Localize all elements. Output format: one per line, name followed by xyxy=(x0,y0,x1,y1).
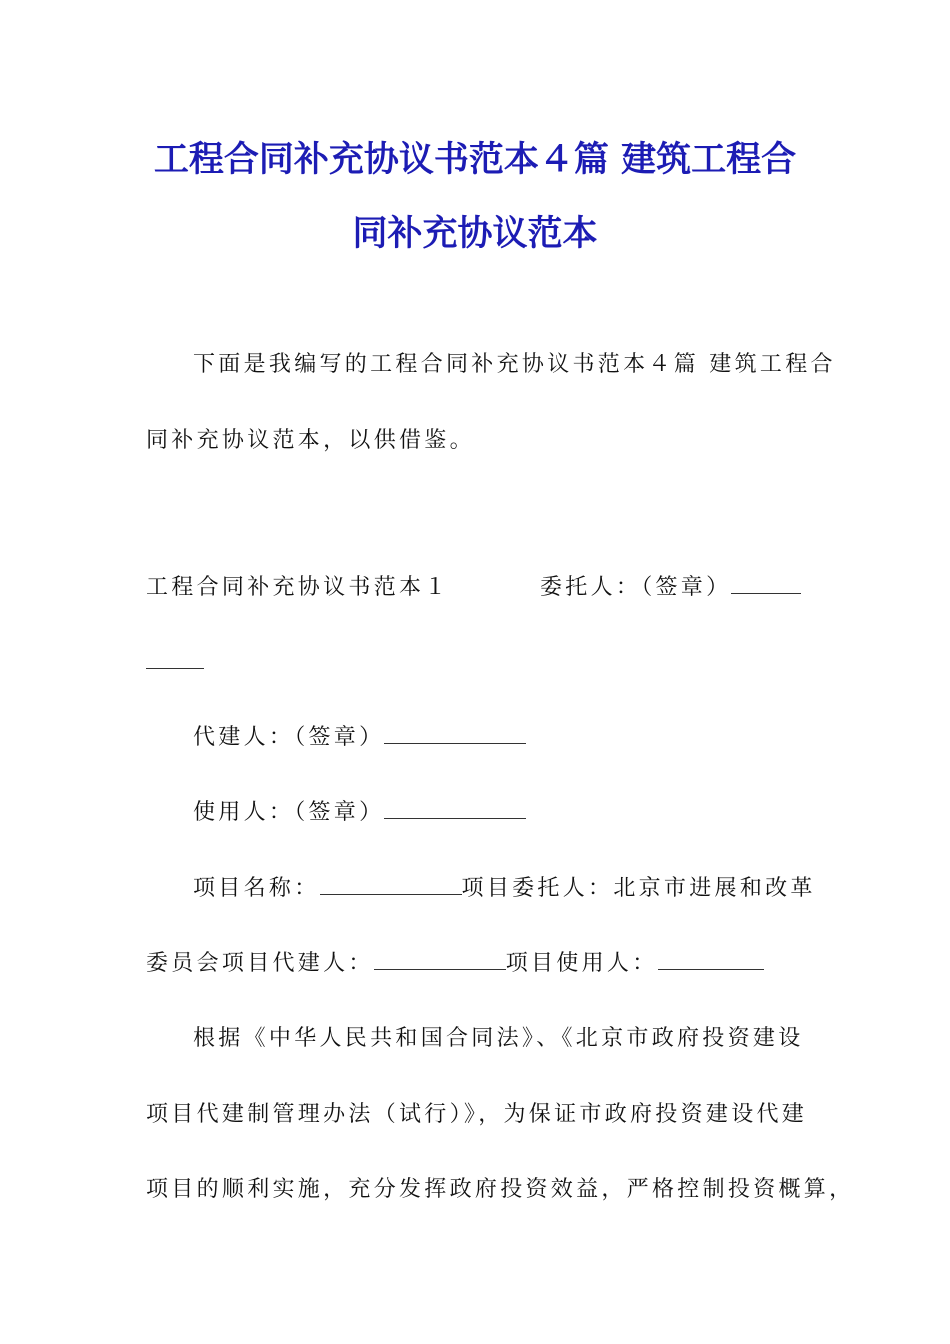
client-signature-blank-2[interactable] xyxy=(146,650,204,669)
user-label: 使用人：（签章） xyxy=(193,800,385,825)
builder-label: 代建人：（签章） xyxy=(193,725,385,750)
client-signature-blank-continued xyxy=(146,650,204,675)
intro-line-2: 同补充协议范本，以供借鉴。 xyxy=(146,428,475,453)
client-label: 委托人：（签章） xyxy=(540,575,732,600)
project-builder-blank[interactable] xyxy=(374,951,506,970)
project-name-blank[interactable] xyxy=(320,876,462,895)
section-heading: 工程合同补充协议书范本１ xyxy=(146,575,450,600)
project-name-line xyxy=(193,871,816,902)
committee-builder-label: 委员会项目代建人： xyxy=(146,951,374,976)
client-signature-line xyxy=(540,570,801,601)
client-signature-blank[interactable] xyxy=(731,575,801,594)
builder-signature-line xyxy=(193,720,526,751)
builder-signature-blank[interactable] xyxy=(384,725,526,744)
body-line-1: 根据《中华人民共和国合同法》、《北京市政府投资建设 xyxy=(193,1026,804,1051)
document-title-line-2: 同补充协议范本 xyxy=(352,214,598,254)
body-line-2: 项目代建制管理办法（试行）》，为保证市政府投资建设代建 xyxy=(146,1102,808,1127)
project-client-label: 项目委托人：北京市进展和改革 xyxy=(461,876,816,901)
project-user-blank[interactable] xyxy=(658,951,764,970)
user-signature-line xyxy=(193,795,526,826)
project-name-label: 项目名称： xyxy=(193,876,320,901)
intro-line-1: 下面是我编写的工程合同补充协议书范本４篇 建筑工程合 xyxy=(193,352,836,377)
document-title-line-1: 工程合同补充协议书范本４篇 建筑工程合 xyxy=(153,140,797,180)
user-signature-blank[interactable] xyxy=(384,800,526,819)
project-builder-line xyxy=(146,946,764,977)
body-line-3: 项目的顺利实施，充分发挥政府投资效益，严格控制投资概算， xyxy=(146,1177,855,1202)
project-user-label: 项目使用人： xyxy=(505,951,658,976)
